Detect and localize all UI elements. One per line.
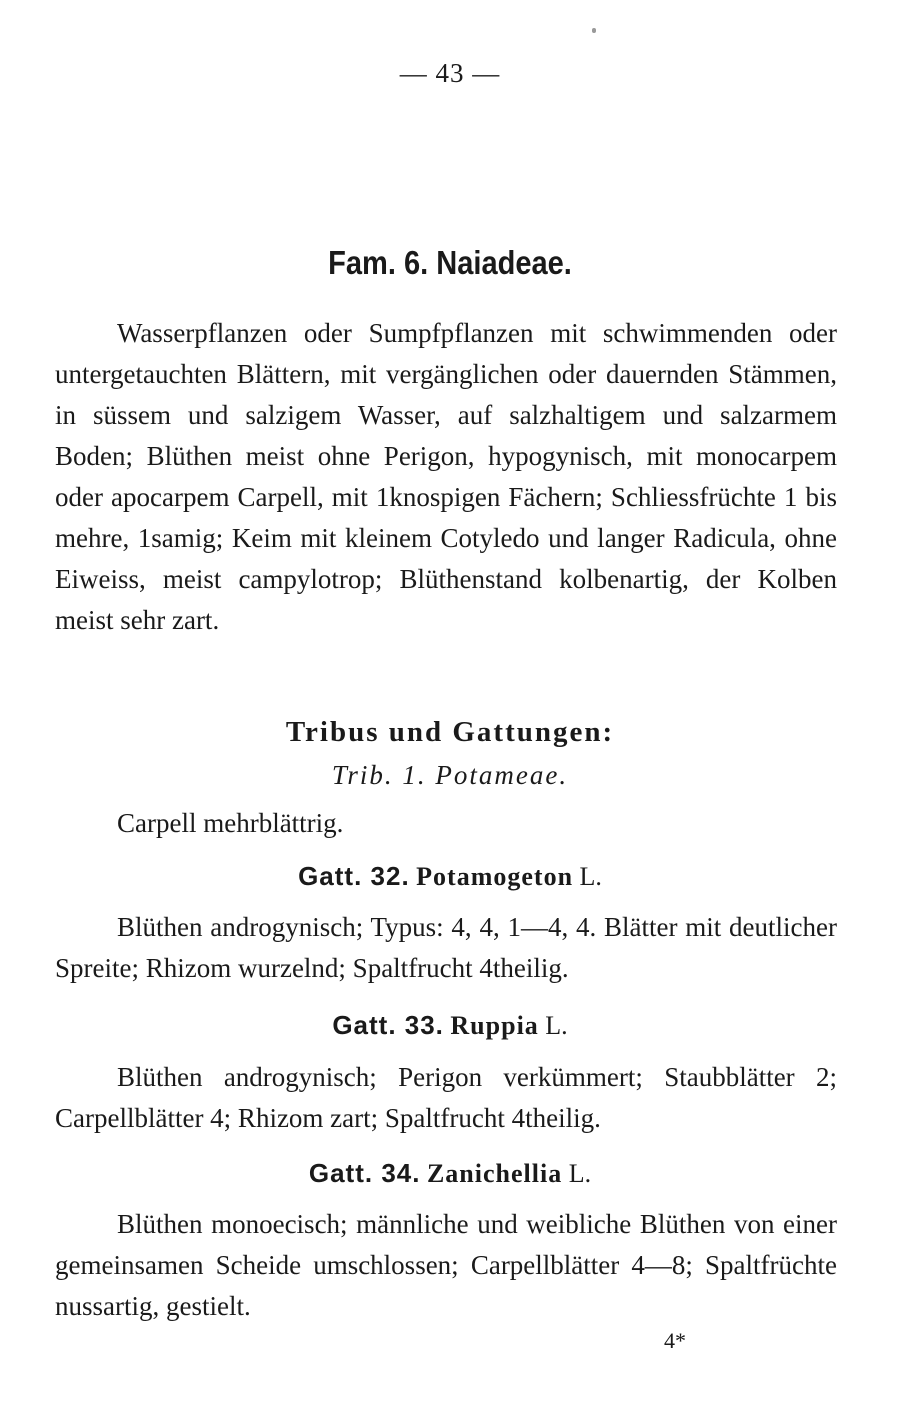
tribe-title: Trib. 1. Potameae. [331, 760, 569, 790]
genus-heading [0, 861, 900, 892]
page-number: — 43 — [399, 58, 501, 88]
genus-label: Gatt. 34. [308, 1158, 421, 1188]
genus-author: L. [579, 862, 602, 891]
genus-name: Ruppia [450, 1011, 539, 1040]
genus-description: Blüthen androgynisch; Typus: 4, 4, 1—4, 4. Blätter mit deutlicher Spreite; Rhizom wurzelnd; Spaltfrucht 4theilig. [55, 912, 837, 983]
section-heading: Tribus und Gattungen: [285, 716, 615, 748]
genus-author: L. [545, 1011, 568, 1040]
genus-label: Gatt. 32. [298, 861, 410, 891]
genus-author: L. [568, 1159, 592, 1188]
print-speck [592, 28, 596, 33]
genus-description: Blüthen monoecisch; männliche und weibliche Blüthen von einer gemeinsamen Scheide umschlossen; Carpellblätter 4—8; Spaltfrüchte nussartig, gestielt. [55, 1209, 837, 1321]
family-title: Fam. 6. Naiadeae. [328, 244, 572, 281]
genus-description: Blüthen androgynisch; Perigon verkümmert; Staubblätter 2; Carpellblätter 4; Rhizom zart; Spaltfrucht 4theilig. [55, 1062, 837, 1133]
genus-name: Zanichellia [426, 1159, 563, 1188]
genus-name: Potamogeton [416, 862, 574, 891]
tribe-description: Carpell mehrblättrig. [117, 808, 344, 838]
genus-heading [0, 1010, 900, 1041]
genus-label: Gatt. 33. [332, 1010, 444, 1040]
family-description: Wasserpflanzen oder Sumpfpflanzen mit schwimmenden oder untergetauchten Blättern, mit vergänglichen oder dauernden Stämmen, in süssem und salzigem Wasser, auf salzhaltigem und salzarmem Boden; Blüthen meist ohne Perigon, hypogynisch, mit monocarpem oder apocarpem Carpell, mit 1knospigen Fächern; Schliessfrüchte 1 bis mehre, 1samig; Keim mit kleinem Cotyledo und langer Radicula, ohne Eiweiss, meist campylotrop; Blüthenstand kolbenartig, der Kolben meist sehr zart. [55, 318, 837, 635]
signature-mark: 4* [664, 1328, 686, 1353]
genus-heading [0, 1158, 900, 1189]
